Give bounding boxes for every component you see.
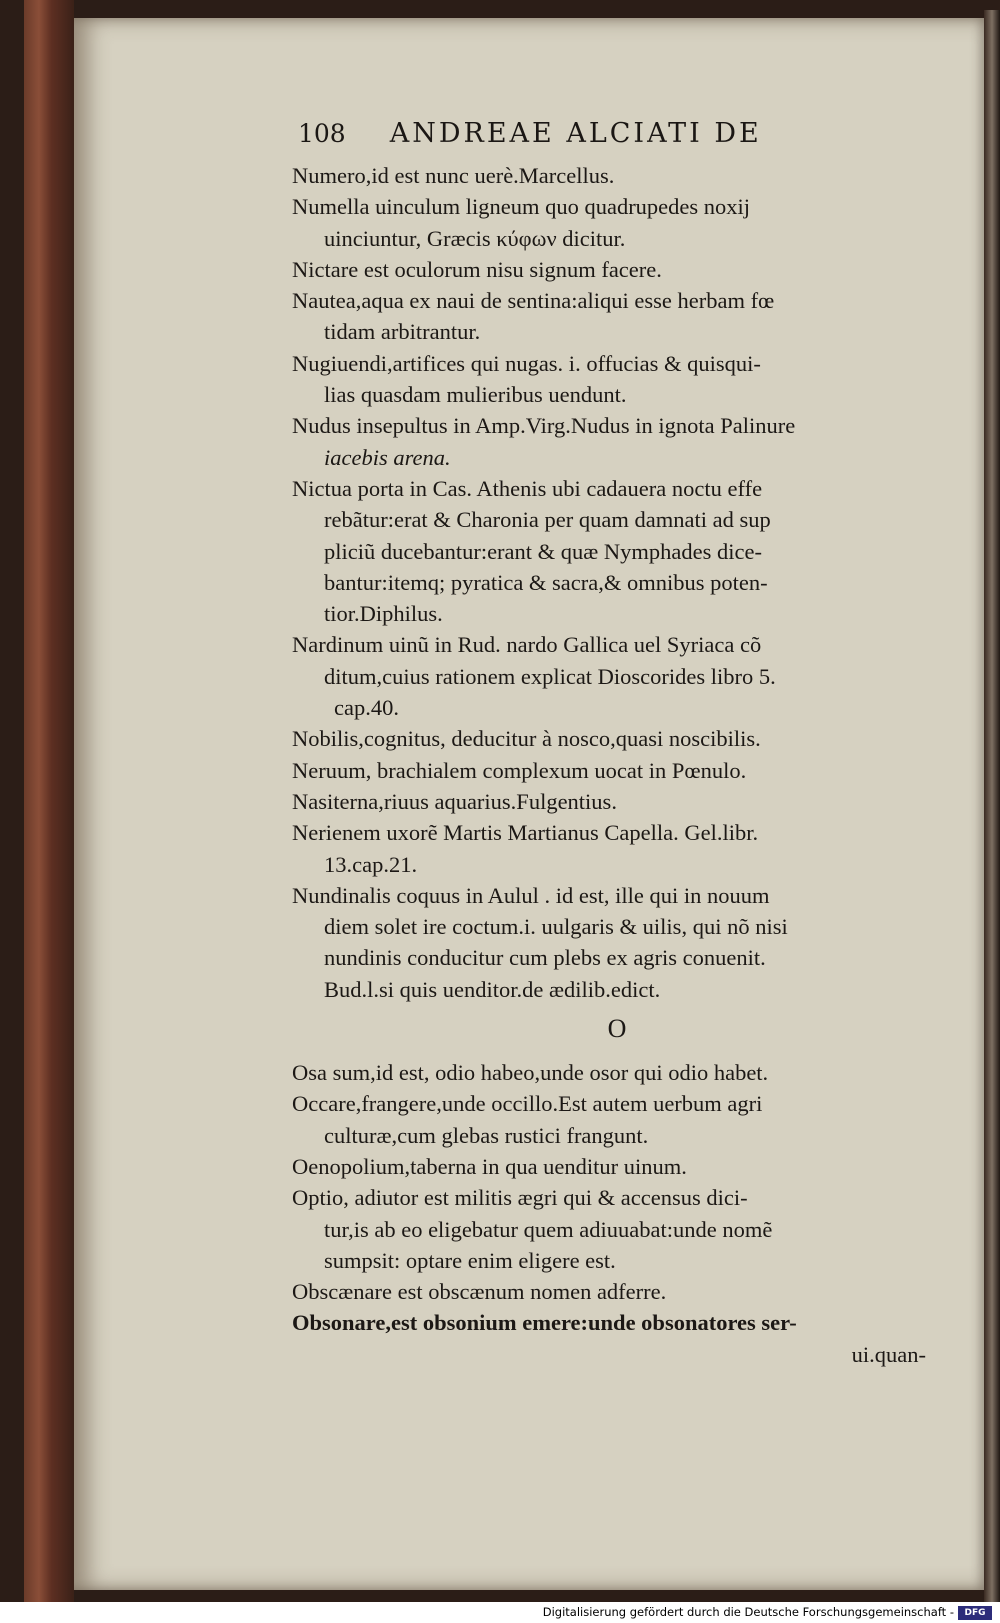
book-spine-edge <box>24 0 74 1602</box>
entry-nardinum: Nardinum uinũ in Rud. nardo Gallica uel Syriaca cõ <box>292 632 762 658</box>
entry-nautea: Nautea,aqua ex naui de sentina:aliqui esse herbam fœ <box>292 288 775 314</box>
entry-nobilis: Nobilis,cognitus, deducitur à nosco,quasi noscibilis. <box>292 726 761 752</box>
dfg-logo-icon: DFG <box>958 1606 992 1620</box>
text-line: uinciuntur, Græcis κύφων dicitur. <box>324 225 626 251</box>
digitization-footer <box>0 1603 1000 1623</box>
text-line: tidam arbitrantur. <box>324 319 481 345</box>
running-header <box>298 118 858 149</box>
entry-nudus: Nudus insepultus in Amp.Virg.Nudus in ignota Palinure <box>292 413 796 439</box>
text-line: 13.cap.21. <box>324 851 418 877</box>
page-right-edge <box>984 10 1000 1602</box>
entry-nugiuendi: Nugiuendi,artifices qui nugas. i. offucias & quisqui- <box>292 350 761 376</box>
text-line: lias quasdam mulieribus uendunt. <box>324 382 627 408</box>
entry-osa: Osa sum,id est, odio habeo,unde osor qui odio habet. <box>292 1060 769 1086</box>
funding-credit: Digitalisierung gefördert durch die Deutsche Forschungsgemeinschaft - <box>542 1605 954 1619</box>
entry-obscaenare: Obscænare est obscænum nomen adferre. <box>292 1279 667 1305</box>
entry-obsonare: Obsonare,est obsonium emere:unde obsonatores ser- <box>292 1310 797 1336</box>
entry-nundinalis: Nundinalis coquus in Aulul . id est, ille qui in nouum <box>292 882 770 908</box>
entry-occare: Occare,frangere,unde occillo.Est autem uerbum agri <box>292 1091 763 1117</box>
section-letter-heading: O <box>607 1014 627 1044</box>
text-line: culturæ,cum glebas rustici frangunt. <box>324 1122 649 1148</box>
entry-nerienem: Nerienem uxorẽ Martis Martianus Capella. Gel.libr. <box>292 820 759 846</box>
catchword: ui.quan- <box>851 1341 926 1367</box>
text-line: sumpsit: optare enim eligere est. <box>324 1247 616 1273</box>
text-line: iacebis arena. <box>324 444 451 470</box>
running-title: ANDREAE ALCIATI DE <box>389 118 762 149</box>
entry-optio: Optio, adiutor est militis ægri qui & accensus dici- <box>292 1185 748 1211</box>
text-line: tior.Diphilus. <box>324 601 443 627</box>
text-line: cap.40. <box>334 695 399 721</box>
text-line: pliciũ ducebantur:erant & quæ Nymphades dice- <box>324 538 762 564</box>
text-line: Numero,id est nunc uerè.Marcellus. <box>292 163 615 188</box>
text-line: Bud.l.si quis uenditor.de ædilib.edict. <box>324 976 661 1002</box>
entry-neruum: Neruum, brachialem complexum uocat in Pœnulo. <box>292 757 747 783</box>
entry-numella: Numella uinculum ligneum quo quadrupedes noxij <box>292 194 751 220</box>
entry-oenopolium: Oenopolium,taberna in qua uenditur uinum. <box>292 1153 687 1179</box>
text-line: bantur:itemq; pyratica & sacra,& omnibus poten- <box>324 569 768 595</box>
entry-nictua: Nictua porta in Cas. Athenis ubi cadauera noctu effe <box>292 475 763 501</box>
text-line: rebãtur:erat & Charonia per quam damnati ad sup <box>324 507 771 533</box>
page-text <box>292 160 942 1370</box>
page-number: 108 <box>298 119 346 148</box>
text-line: diem solet ire coctum.i. uulgaris & uilis, qui nõ nisi <box>324 914 788 940</box>
text-line: nundinis conducitur cum plebs ex agris conuenit. <box>324 945 766 971</box>
text-line: ditum,cuius rationem explicat Dioscorides libro 5. <box>324 663 776 689</box>
text-line: tur,is ab eo eligebatur quem adiuuabat:unde nomẽ <box>324 1216 773 1242</box>
entry-nictare: Nictare est oculorum nisu signum facere. <box>292 256 662 282</box>
entry-nasiterna: Nasiterna,riuus aquarius.Fulgentius. <box>292 788 617 814</box>
